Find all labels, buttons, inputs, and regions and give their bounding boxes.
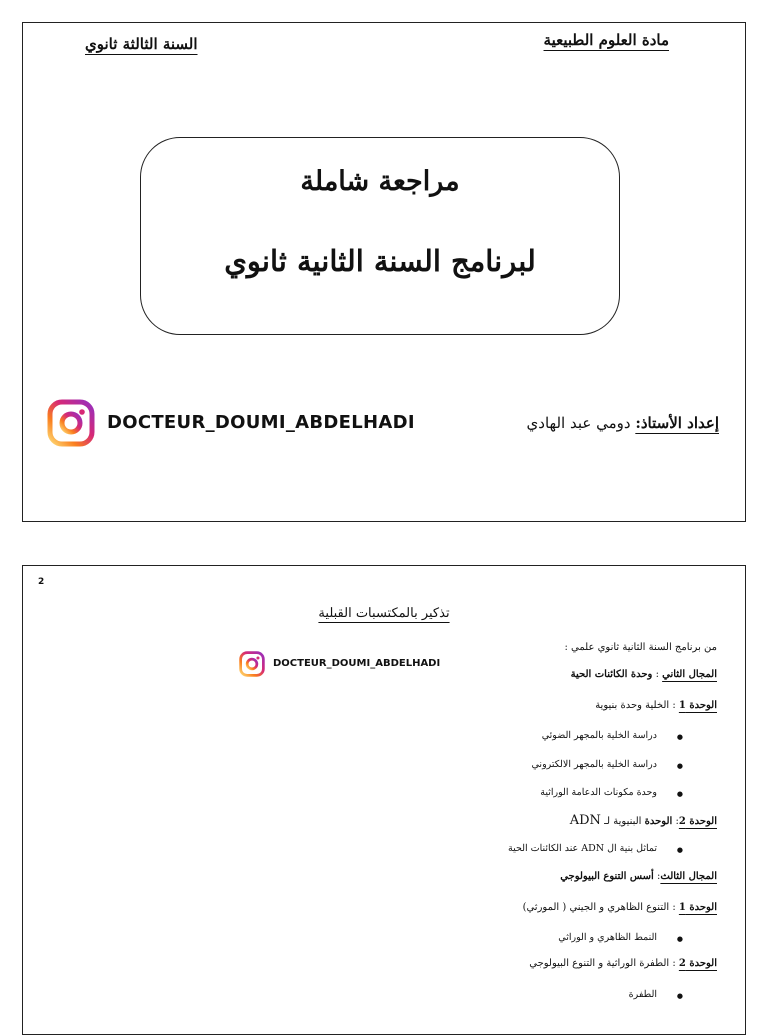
author-label: إعداد الأستاذ:: [635, 414, 719, 432]
title-box: [140, 137, 620, 335]
list-item: دراسة الخلية بالمجهر الالكتروني ●: [532, 759, 657, 770]
instagram-handle: DOCTEUR_DOUMI_ABDELHADI: [273, 658, 441, 669]
unit-1-heading: الوحدة 1 : الخلية وحدة بنيوية: [595, 700, 717, 711]
unit-3-1-heading: الوحدة 1 : التنوع الظاهري و الجيني ( المورثي): [522, 902, 717, 913]
unit-3-2-heading: الوحدة 2 : الطفرة الوراثية و التنوع البيولوجي: [529, 958, 717, 969]
title-line-2: لبرنامج السنة الثانية ثانوي: [224, 244, 536, 278]
author-name: دومي عبد الهادي: [526, 414, 631, 432]
instagram-icon: [239, 651, 265, 677]
page-title: تذكير بالمكتسبات القبلية: [318, 606, 450, 621]
title-line-1: مراجعة شاملة: [300, 166, 460, 197]
intro-line: من برنامج السنة الثانية ثانوي علمي :: [564, 642, 717, 653]
list-item: الطفرة ●: [629, 989, 657, 1000]
unit-2-heading: الوحدة 2: الوحدة البنيوية لـ ADN: [569, 813, 717, 828]
list-item: دراسة الخلية بالمجهر الضوئي ●: [542, 730, 657, 741]
subject-heading: مادة العلوم الطبيعية: [543, 31, 669, 49]
list-item: النمط الظاهري و الوراثي ●: [558, 932, 657, 943]
instagram-handle: DOCTEUR_DOUMI_ABDELHADI: [107, 412, 415, 433]
content-page: [22, 565, 746, 1035]
domain-3-heading: المجال الثالث: أسس التنوع البيولوجي: [560, 871, 717, 882]
list-item: وحدة مكونات الدعامة الوراثية ●: [540, 787, 657, 798]
domain-2-heading: المجال الثاني : وحدة الكائنات الحية: [570, 669, 717, 680]
author-line: [527, 414, 719, 432]
instagram-icon: [47, 399, 95, 447]
page-number: 2: [38, 577, 45, 587]
level-heading: السنة الثالثة ثانوي: [85, 35, 198, 53]
cover-page: [22, 22, 746, 522]
list-item: تماثل بنية ال ADN عند الكائنات الحية ●: [508, 843, 657, 854]
